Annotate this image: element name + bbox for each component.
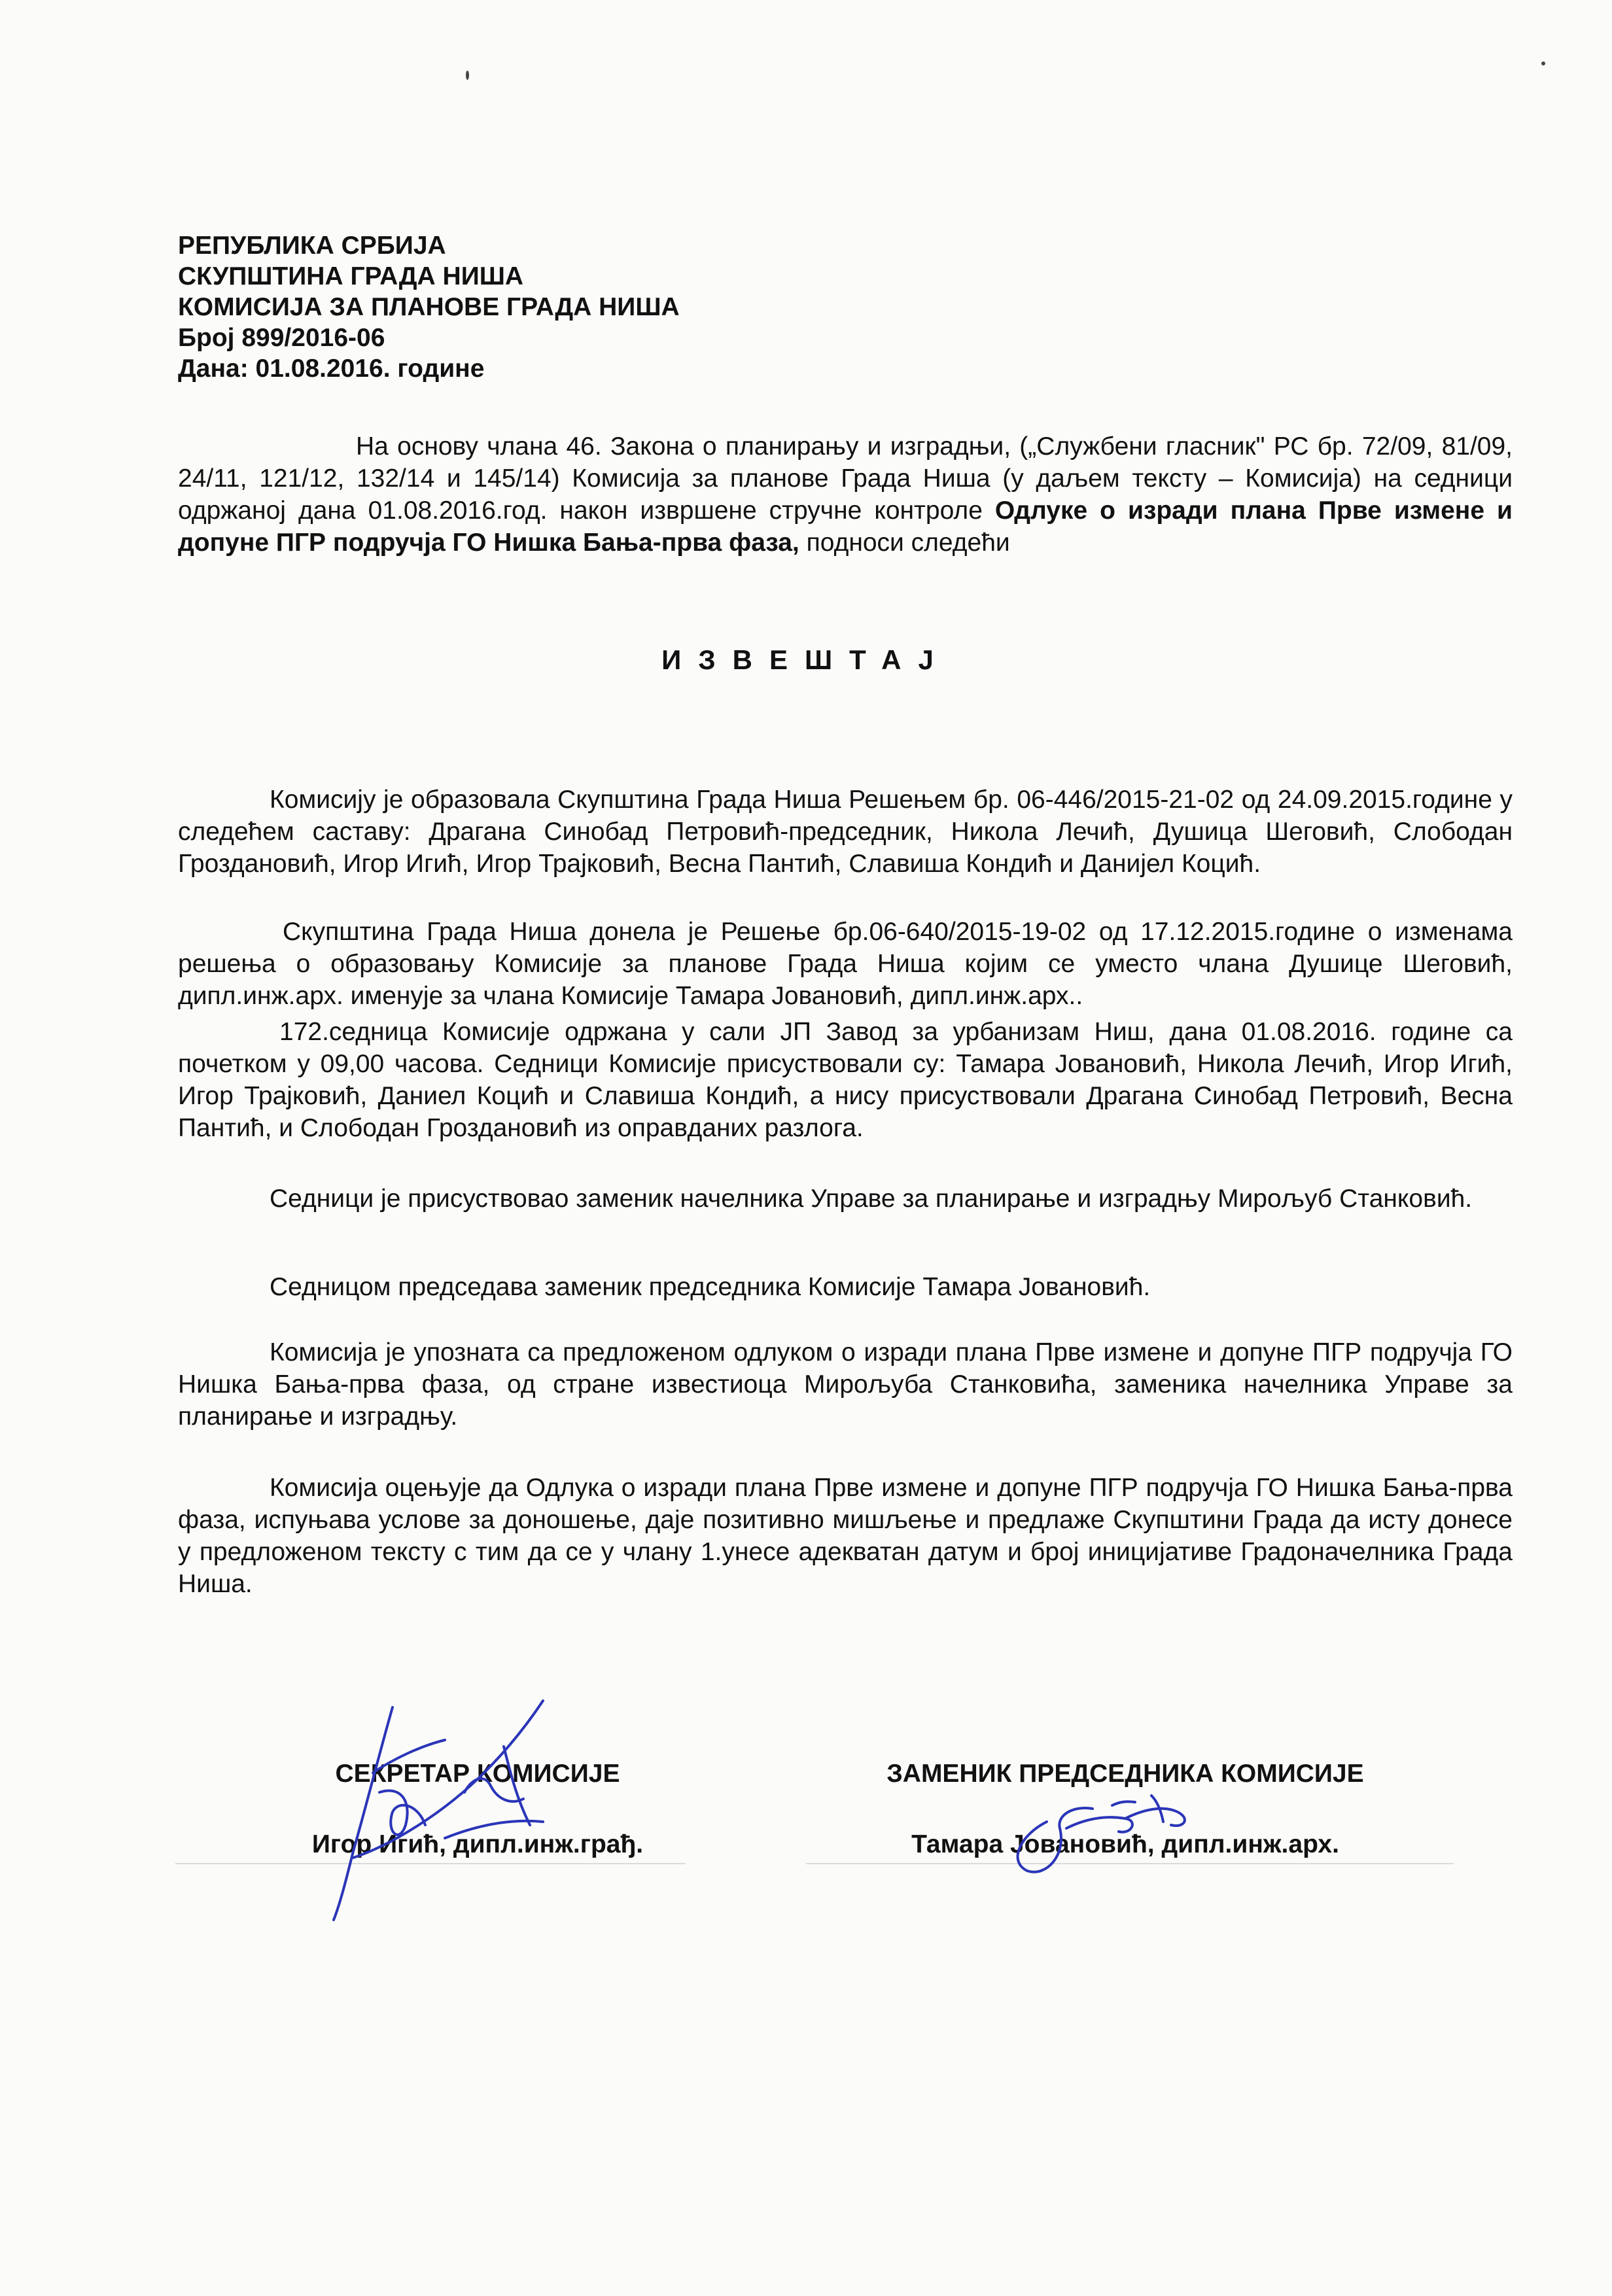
intro-paragraph: [178, 430, 1513, 559]
paragraph-presentation: Комисија је упозната са предложеном одлуком о изради плана Прве измене и допуне ПГР подручја ГО Нишка Бања-прва фаза, од стране известиоца Мирољуба Станковића, заменика начелника Управе за планирање и изградњу.: [178, 1338, 1513, 1431]
report-title: ИЗВЕШТАЈ: [661, 644, 951, 675]
scan-speck: [466, 71, 469, 80]
header-date: Дана: 01.08.2016. године: [178, 355, 485, 383]
paragraph-session: 172.седница Комисије одржана у сали ЈП Завод за урбанизам Ниш, дана 01.08.2016. године са почетком у 09,00 часова. Седници Комисије присуствовали су: Тамара Јовановић, Никола Лечић, Игор Игић, Игор Трајковић, Даниел Коцић и Славиша Кондић, а нису присуствовали Драгана Синобад Петровић, Весна Пантић, и Слободан Гроздановић из оправданих разлога.: [178, 1018, 1513, 1142]
deputy-name: Тамара Јовановић, дипл.инж.арх.: [911, 1830, 1339, 1858]
paragraph-amendment: Скупштина Града Ниша донела је Решење бр.06-640/2015-19-02 од 17.12.2015.године о изменама решења о образовању Комисије за планове Града Ниша којим се уместо члана Душице Шеговић, дипл.инж.арх. именује за члана Комисије Тамара Јовановић, дипл.инж.арх..: [178, 918, 1513, 1010]
header-number: Број 899/2016-06: [178, 324, 385, 352]
paragraph-chair: Седницом председава заменик председника Комисије Тамара Јовановић.: [270, 1273, 1151, 1301]
intro-text-end: подноси следећи: [799, 529, 1010, 557]
header-commission: КОМИСИЈА ЗА ПЛАНОВЕ ГРАДА НИША: [178, 293, 680, 321]
document-header: [178, 230, 680, 384]
intro-text: На основу члана 46. Закона о планирању и изградњи, („Службени гласник" РС бр. 72/09, 81/09, 24/11, 121/12, 132/14 и 145/14) Комисија за планове Града Ниша (у даљем тексту – Комисија) на седници одржаној дана 01.08.2016.год. након извршене стручне контроле: [178, 432, 1513, 525]
deputy-title: ЗАМЕНИК ПРЕДСЕДНИКА КОМИСИЈЕ: [886, 1760, 1364, 1788]
secretary-name: Игор Игић, дипл.инж.грађ.: [311, 1830, 644, 1858]
scan-speck: [1541, 61, 1545, 65]
paragraph-commission-formed: Комисију је образовала Скупштина Града Ниша Решењем бр. 06-446/2015-21-02 од 24.09.2015.године у следећем саставу: Драгана Синобад Петровић-председник, Никола Лечић, Душица Шеговић, Слободан Гроздановић, Игор Игић, Игор Трајковић, Весна Пантић, Славиша Кондић и Данијел Коцић.: [178, 786, 1513, 878]
header-assembly: СКУПШТИНА ГРАДА НИША: [178, 262, 524, 290]
secretary-title: СЕКРЕТАР КОМИСИЈЕ: [335, 1760, 620, 1788]
paragraph-attendee: Седници је присуствовао заменик начелника Управе за планирање и изградњу Мирољуб Станковић.: [270, 1185, 1473, 1213]
header-country: РЕПУБЛИКА СРБИЈА: [178, 232, 446, 260]
paragraph-conclusion: Комисија оцењује да Одлука о изради плана Прве измене и допуне ПГР подручја ГО Нишка Бања-прва фаза, испуњава услове за доношење, даје позитивно мишљење и предлаже Скупштини Града да исту донесе у предложеном тексту с тим да се у члану 1.унесе адекватан датум и број иницијативе Градоначелника Града Ниша.: [178, 1474, 1513, 1598]
intro-bold-decision: Одлуке о изради плана Прве измене и допуне ПГР подручја ГО Нишка Бања-прва фаза,: [178, 496, 1513, 557]
handwritten-signature-secretary: [314, 1694, 589, 1930]
handwritten-signature-deputy: [994, 1783, 1204, 1881]
